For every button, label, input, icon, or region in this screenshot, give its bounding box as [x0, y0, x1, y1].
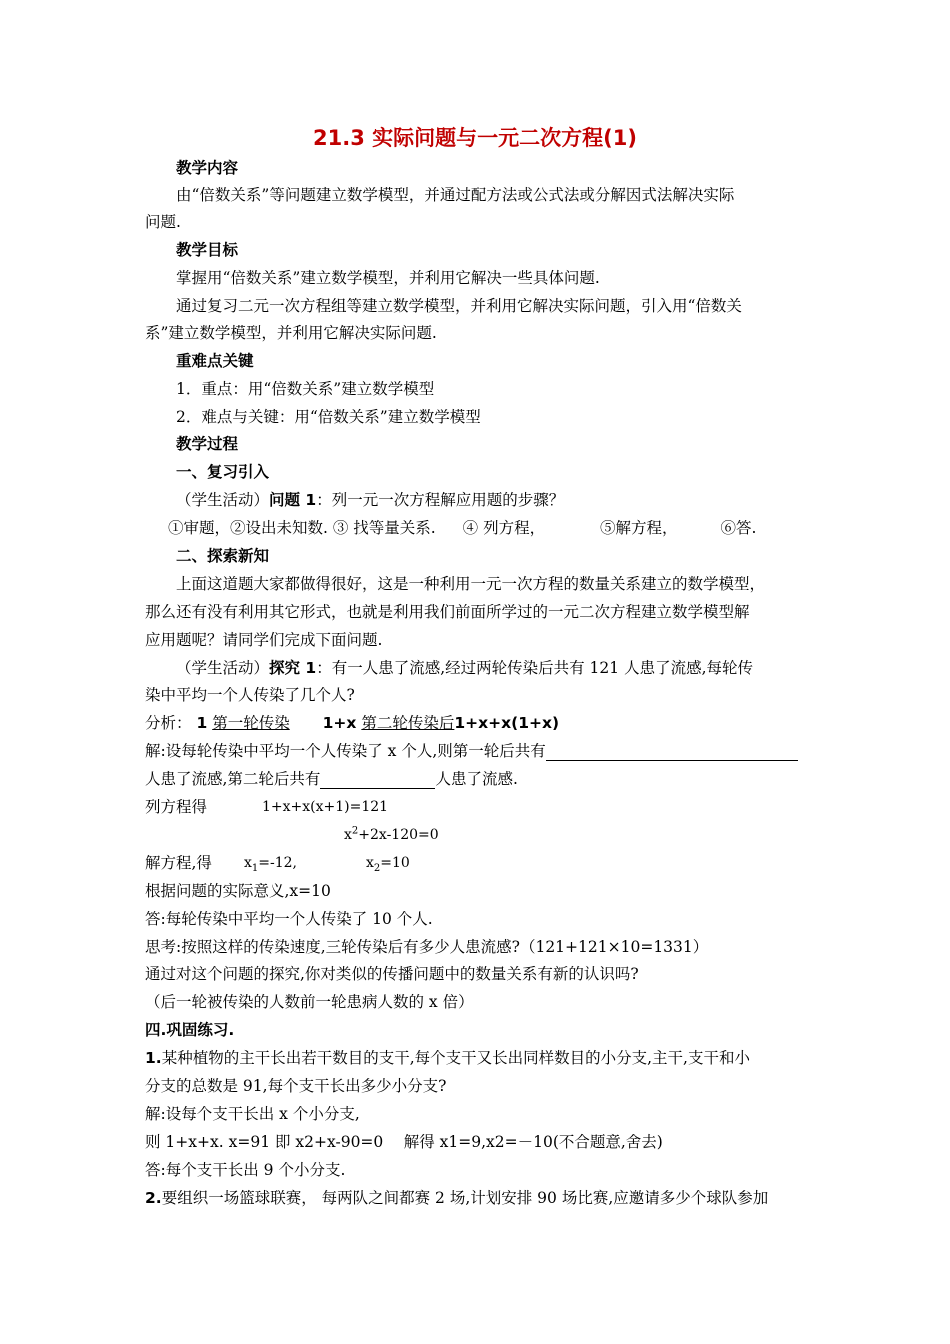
exercise-solution: 答:每个支干长出 9 个小分支. — [145, 1161, 346, 1179]
equation — [344, 825, 439, 845]
exercise-text: 分支的总数是 91,每个支干长出多少小分支? — [145, 1077, 447, 1095]
root-part: x — [244, 855, 252, 871]
section-heading-practice: 四.巩固练习. — [145, 1021, 235, 1039]
step-item: ①审题，②设出未知数. — [168, 519, 328, 537]
section-heading-goals: 教学目标 — [176, 241, 239, 259]
root-1 — [244, 853, 297, 873]
section-heading-process: 教学过程 — [176, 435, 239, 453]
solution-line — [145, 769, 518, 789]
activity-label: （学生活动） — [176, 659, 270, 677]
paragraph: 那么还有没有利用其它形式，也就是利用我们前面所学过的一元二次方程建立数学模型解 — [145, 603, 750, 621]
steps-line — [168, 518, 756, 538]
paragraph: 根据问题的实际意义,x=10 — [145, 882, 331, 900]
explore-text: ：有一人患了流感,经过两轮传染后共有 121 人患了流感,每轮传 — [316, 659, 753, 677]
equation-part: x — [344, 827, 352, 843]
exercise-1 — [145, 1048, 750, 1068]
list-item: 1．重点：用“倍数关系”建立数学模型 — [176, 380, 435, 398]
analysis-arrow-label: 第二轮传染后 — [361, 714, 455, 732]
paragraph: 应用题呢？请同学们完成下面问题. — [145, 631, 383, 649]
solution-line — [145, 741, 798, 761]
think-line: 思考:按照这样的传染速度,三轮传染后有多少人患流感?（121+121×10=1331） — [145, 938, 709, 956]
section-heading-explore: 二、探索新知 — [176, 547, 270, 565]
solution-text: 解:设每轮传染中平均一个人传染了 x 个人,则第一轮后共有 — [145, 742, 546, 760]
list-item: 2．难点与关键：用“倍数关系”建立数学模型 — [176, 408, 481, 426]
equation-part: +2x-120=0 — [358, 827, 439, 843]
equation-exponent: 2 — [351, 825, 359, 837]
root-subscript: 2 — [373, 862, 381, 874]
solution-text: 人患了流感. — [435, 770, 518, 788]
equation-label: 列方程得 — [145, 798, 208, 816]
exercise-text: 某种植物的主干长出若干数目的支干,每个支干又长出同样数目的小分支,主干,支干和小 — [161, 1049, 750, 1067]
question-line — [176, 490, 564, 510]
root-subscript: 1 — [251, 862, 259, 874]
section-heading-key-points: 重难点关键 — [176, 352, 254, 370]
paragraph: 系”建立数学模型，并利用它解决实际问题. — [145, 324, 437, 342]
analysis-term: 1 — [196, 714, 208, 732]
root-part: =-12, — [258, 855, 298, 871]
think-line: 通过对这个问题的探究,你对类似的传播问题中的数量关系有新的认识吗? — [145, 965, 639, 983]
activity-label: （学生活动） — [176, 491, 270, 509]
paragraph: 通过复习二元一次方程组等建立数学模型，并利用它解决实际问题，引入用“倍数关 — [176, 297, 742, 315]
root-part: =10 — [380, 855, 410, 871]
root-part: x — [366, 855, 374, 871]
step-item: ⑥答. — [720, 519, 757, 537]
paragraph: 问题. — [145, 213, 181, 231]
paragraph: 上面这道题大家都做得很好，这是一种利用一元一次方程的数量关系建立的数学模型， — [176, 575, 766, 593]
explore-text-continued: 染中平均一个人传染了几个人? — [145, 686, 355, 704]
analysis-term: 1+x — [322, 714, 357, 732]
analysis-term: 1+x+x(1+x) — [454, 714, 560, 732]
fill-blank[interactable] — [546, 744, 798, 761]
explore-line — [176, 658, 753, 678]
fill-blank[interactable] — [320, 772, 435, 789]
exercise-number: 1. — [145, 1049, 162, 1067]
think-line: （后一轮被传染的人数前一轮患病人数的 x 倍） — [145, 993, 474, 1011]
question-label: 问题 1 — [269, 491, 317, 509]
analysis-label: 分析： — [145, 714, 192, 732]
step-item: ③ 找等量关系. — [332, 519, 436, 537]
question-text: ：列一元一次方程解应用题的步骤？ — [316, 491, 565, 509]
exercise-2 — [145, 1188, 768, 1208]
analysis-line — [145, 713, 559, 733]
equation: 1+x+x(x+1)=121 — [262, 799, 389, 815]
answer-line: 答:每轮传染中平均一个人传染了 10 个人. — [145, 910, 433, 928]
root-2 — [366, 853, 410, 873]
paragraph: 由“倍数关系”等问题建立数学模型，并通过配方法或公式法或分解因式法解决实际 — [176, 186, 735, 204]
step-item: ④ 列方程， — [462, 519, 546, 537]
exercise-text: 要组织一场篮球联赛， 每两队之间都赛 2 场,计划安排 90 场比赛,应邀请多少个球队参加 — [161, 1189, 769, 1207]
exercise-number: 2. — [145, 1189, 162, 1207]
section-heading-review: 一、复习引入 — [176, 463, 270, 481]
exercise-solution: 则 1+x+x. x=91 即 x2+x-90=0 解得 x1=9,x2=－10(不合题意,舍去) — [145, 1133, 663, 1151]
explore-label: 探究 1 — [269, 659, 317, 677]
step-item: ⑤解方程， — [600, 519, 678, 537]
solve-label: 解方程,得 — [145, 854, 212, 872]
solution-text: 人患了流感,第二轮后共有 — [145, 770, 321, 788]
paragraph: 掌握用“倍数关系”建立数学模型，并利用它解决一些具体问题. — [176, 269, 600, 287]
exercise-solution: 解:设每个支干长出 x 个小分支, — [145, 1105, 360, 1123]
section-heading-content: 教学内容 — [176, 159, 239, 177]
page-title: 21.3 实际问题与一元二次方程(1) — [313, 126, 637, 150]
analysis-arrow-label: 第一轮传染 — [212, 714, 290, 732]
